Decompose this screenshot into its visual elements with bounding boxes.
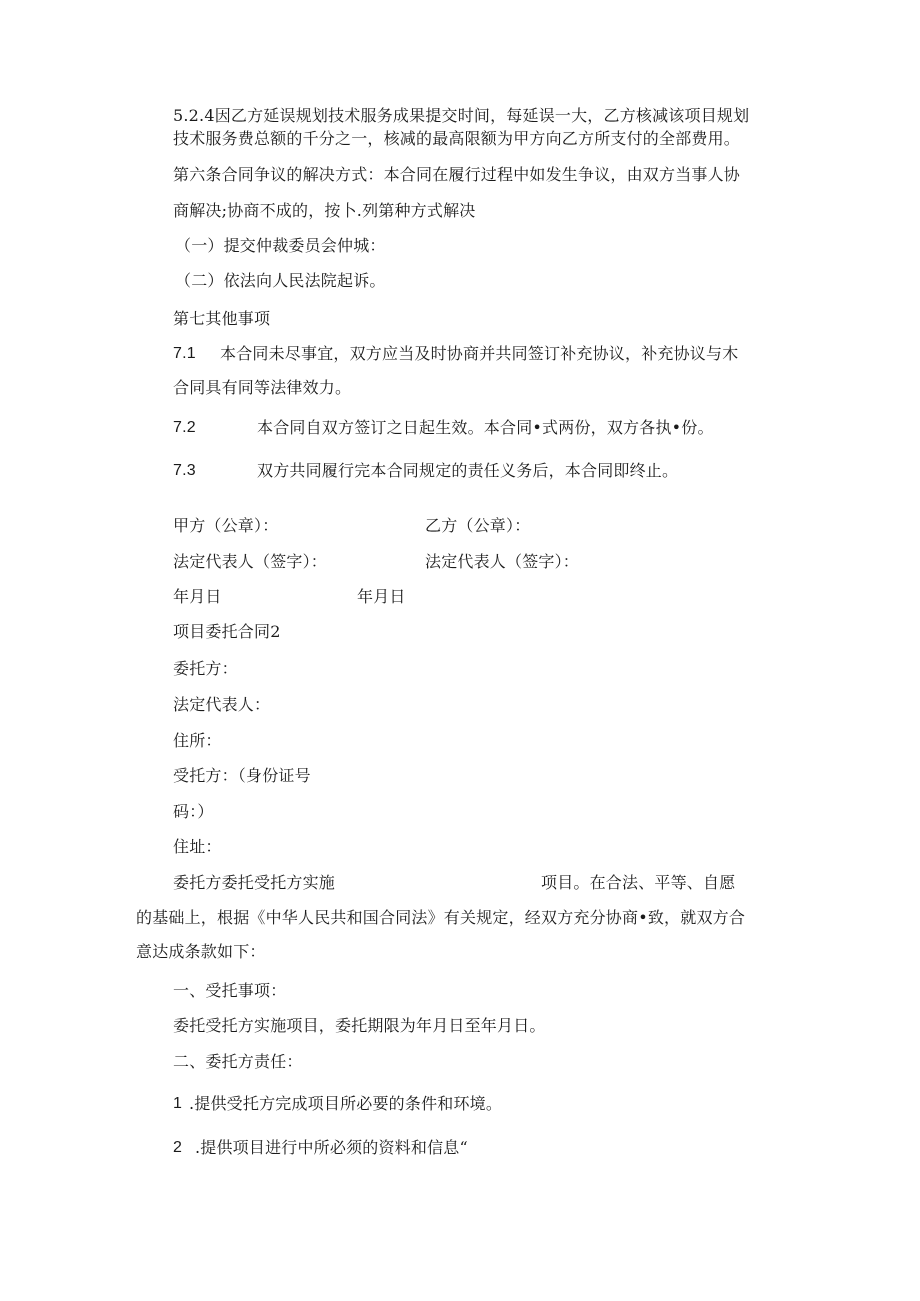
agent-label-line-2: 码：） [173,802,214,821]
party-a-representative: 法定代表人（签字）： [173,552,328,571]
item-1-text: .提供受托方完成项目所必要的条件和环境。 [189,1094,503,1113]
intro-line-3: 意达成条款如下： [136,942,266,961]
intro-line-1-part-2: 项目。在合法、平等、自愿 [541,873,736,892]
principal-label: 委托方： [173,659,238,678]
section-2-title: 二、委托方责任： [173,1052,303,1071]
article-6-option-2: （二）依法向人民法院起诉。 [175,271,386,290]
article-6-line-1: 第六条合同争议的解决方式：本合同在履行过程中如发生争议，由双方当事人协 [173,165,741,184]
item-2-number: 2 [173,1139,183,1156]
clause-5-2-4-line-2: 技术服务费总额的千分之一，核减的最高限额为甲方向乙方所支付的全部费用。 [173,129,741,148]
article-6-option-1: （一）提交仲裁委员会仲城： [175,236,386,255]
section-1-text: 委托受托方实施项目，委托期限为年月日至年月日。 [173,1016,546,1035]
clause-7-1-number: 7.1 [173,345,196,362]
article-6-line-2: 商解决;协商不成的，按卜.列第种方式解决 [173,201,476,220]
contract-2-title: 项目委托合同2 [173,622,281,641]
party-a-date: 年月日 [173,587,222,606]
party-a-seal: 甲方（公章）： [173,516,279,535]
agent-label-line-1: 受托方：（身份证号 [173,766,311,785]
address-label: 住址： [173,837,222,856]
clause-7-1-line-2: 合同具有同等法律效力。 [173,378,352,397]
residence-label: 住所： [173,731,222,750]
article-7-title: 第七其他事项 [173,309,271,328]
intro-line-2: 的基础上，根据《中华人民共和国合同法》有关规定，经双方充分协商•致，就双方合 [136,908,746,927]
clause-7-1-line-1: 本合同未尽事宜，双方应当及时协商并共同签订补充协议，补充协议与木 [220,344,739,363]
section-1-title: 一、受托事项： [173,981,287,1000]
clause-5-2-4-line-1: 5.2.4因乙方延误规划技术服务成果提交时间，每延误一大，乙方核减该项目规划 [173,106,750,125]
clause-7-3-text: 双方共同履行完本合同规定的责任义务后，本合同即终止。 [257,461,679,480]
clause-7-2-text: 本合同自双方签订之日起生效。本合同•式两份，双方各执•份。 [257,418,714,437]
item-1-number: 1 [173,1095,183,1112]
legal-representative-label: 法定代表人： [173,695,271,714]
intro-line-1-part-1: 委托方委托受托方实施 [173,873,336,892]
item-2-text: .提供项目进行中所必须的资料和信息“ [195,1138,468,1157]
clause-7-2-number: 7.2 [173,419,196,436]
party-b-seal: 乙方（公章）： [425,516,531,535]
party-b-date: 年月日 [357,587,406,606]
clause-7-3-number: 7.3 [173,462,196,479]
party-b-representative: 法定代表人（签字）： [425,552,580,571]
